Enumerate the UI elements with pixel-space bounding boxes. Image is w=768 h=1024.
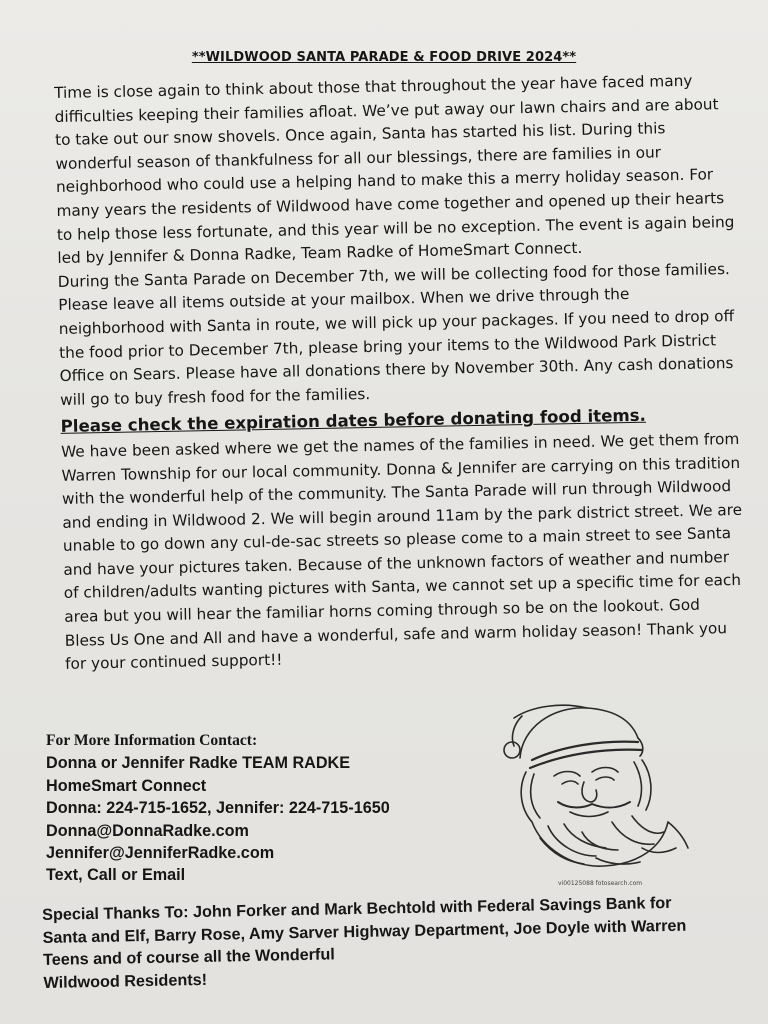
contact-block [46, 730, 486, 887]
santa-illustration [492, 698, 702, 878]
special-thanks [42, 891, 744, 995]
flyer-title: **WILDWOOD SANTA PARADE & FOOD DRIVE 2024** [191, 50, 577, 65]
contact-email-jennifer: Jennifer@JenniferRadke.com [46, 844, 275, 863]
contact-email-donna: Donna@DonnaRadke.com [46, 821, 249, 840]
thanks-line: Santa and Elf, Barry Rose, Amy Sarver Highway Department, Joe Doyle with Warren [42, 916, 687, 947]
thanks-line: Wildwood Residents! [43, 970, 208, 992]
thanks-line: Teens and of course all the Wonderful [42, 945, 335, 970]
intro-paragraph: Time is close again to think about those that throughout the year have faced many difficulties keeping their families afloat. We’ve put away our lawn chairs and are about to take out our snow shovels. Once again, Santa has started his list. During this wonderful season of thankfulness for all our blessings, there are families in our neighborhood who could use a helping hand to make this a merry holiday season. For many years the residents of Wildwood have come together and opened up their hearts to help those less fortunate, and this year will be no exception. The event is again being led by Jennifer & Donna Radke, Team Radke of HomeSmart Connect. [54, 71, 735, 268]
flyer-body [54, 69, 745, 677]
thanks-line: Special Thanks To: John Forker and Mark Bechtold with Federal Savings Bank for [42, 893, 672, 924]
contact-company: HomeSmart Connect [46, 776, 207, 795]
contact-names: Donna or Jennifer Radke TEAM RADKE [46, 754, 351, 773]
parade-paragraph: We have been asked where we get the names of the families in need. We get them from Warren Township for our local community. Donna & Jennifer are carrying on this tradition with the wonderful help of the community. The Santa Parade will run through Wildwood and ending in Wildwood 2. We will begin around 11am by the park district street. We are unable to go down any cul-de-sac streets so please come to a main street to see Santa and have your pictures taken. Because of the unknown factors of weather and number of children/adults wanting pictures with Santa, we cannot set up a specific time for each area but you will hear the familiar horns coming through so be on the lookout. God Bless Us One and All and have a wonderful, safe and warm holiday season! Thank you for your continued support!! [60, 429, 743, 674]
image-credit: vi00125088 fotosearch.com [558, 880, 643, 887]
expiration-notice: Please check the expiration dates before donating food items. [60, 406, 647, 437]
contact-methods: Text, Call or Email [46, 866, 186, 885]
contact-heading: For More Information Contact: [46, 732, 258, 749]
collection-paragraph: During the Santa Parade on December 7th, we will be collecting food for those families. Please leave all items outside at your mailbox. When we drive through the neighborhood with Santa in route, we will pick up your packages. If you need to drop off the food prior to December 7th, please bring your items to the Wildwood Park District Office on Sears. Please have all donations there by November 30th. Any cash donations will go to buy fresh food for the families. [57, 259, 735, 409]
contact-phones: Donna: 224-715-1652, Jennifer: 224-715-1650 [46, 799, 390, 818]
